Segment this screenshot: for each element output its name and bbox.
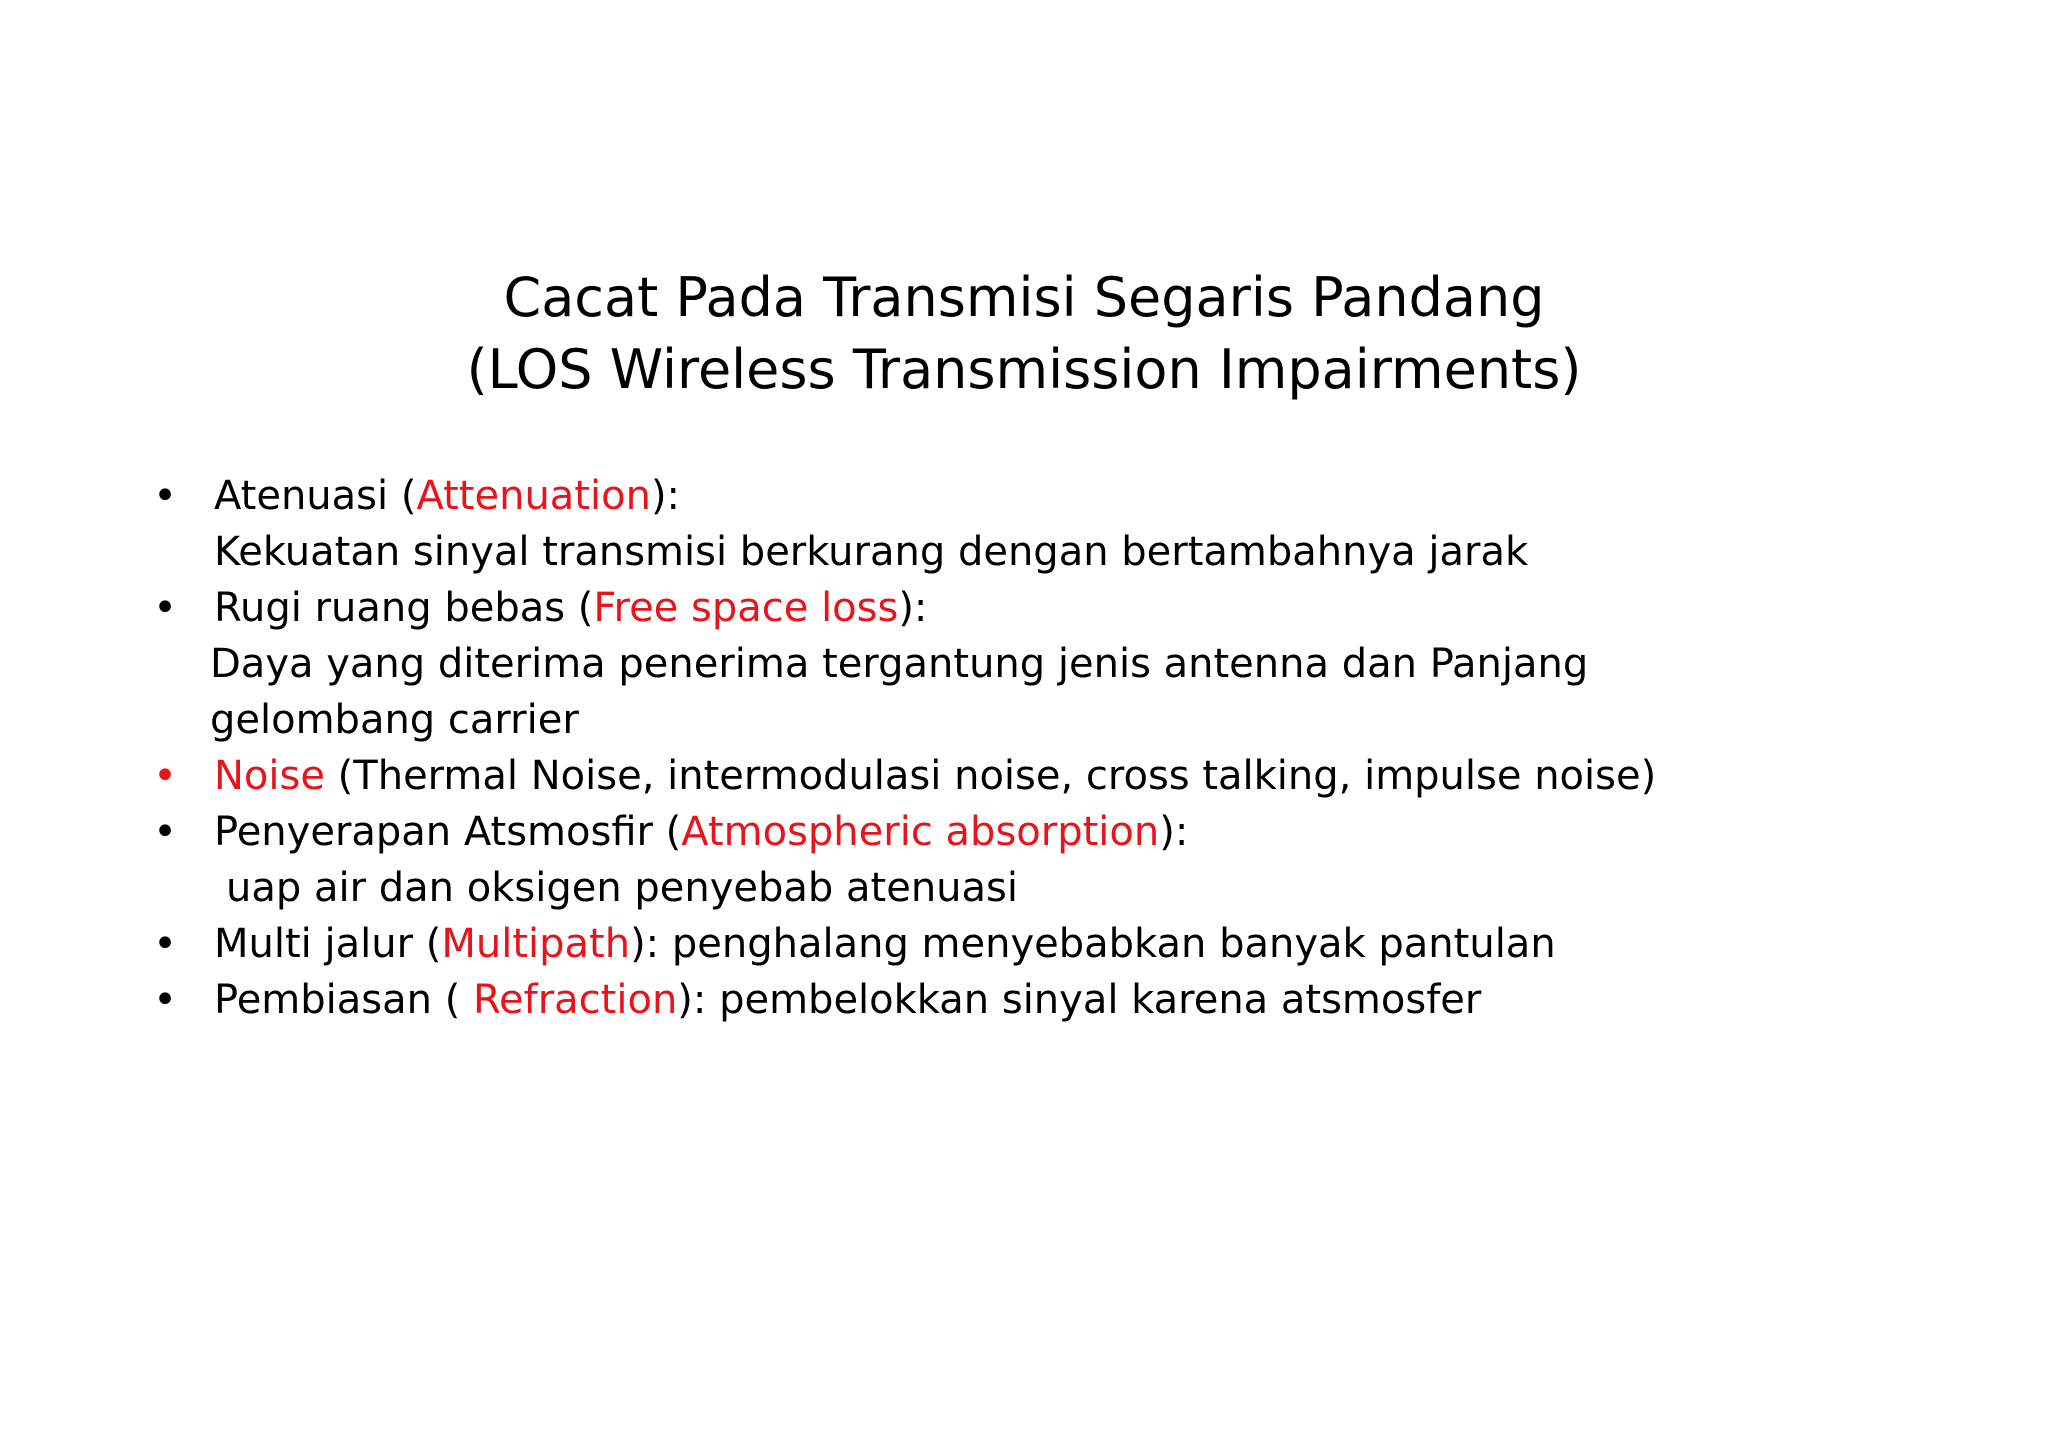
item-suffix: ): penghalang menyebabkan banyak pantulan bbox=[630, 921, 1556, 967]
item-term: Multipath bbox=[441, 921, 631, 967]
bullet-dot: • bbox=[153, 473, 177, 519]
item-term: Free space loss bbox=[593, 585, 899, 631]
list-item-free-space-loss bbox=[150, 580, 2030, 636]
slide-title bbox=[0, 262, 2048, 406]
list-item-atmospheric-absorption bbox=[150, 804, 2030, 860]
list-item-noise bbox=[150, 748, 2030, 804]
item-term: Atmospheric absorption bbox=[681, 809, 1160, 855]
item-description: gelombang carrier bbox=[210, 697, 579, 743]
bullet-list bbox=[150, 468, 2030, 1028]
item-prefix: Multi jalur ( bbox=[214, 921, 442, 967]
item-suffix: (Thermal Noise, intermodulasi noise, cross talking, impulse noise) bbox=[324, 753, 1657, 799]
list-item-multipath bbox=[150, 916, 2030, 972]
item-description: uap air dan oksigen penyebab atenuasi bbox=[226, 865, 1018, 911]
item-term: Refraction bbox=[473, 977, 678, 1023]
item-description: Kekuatan sinyal transmisi berkurang dengan bertambahnya jarak bbox=[214, 529, 1529, 575]
item-suffix: ): pembelokkan sinyal karena atsmosfer bbox=[677, 977, 1482, 1023]
item-suffix: ): bbox=[898, 585, 928, 631]
bullet-dot: • bbox=[153, 753, 177, 799]
item-prefix: Pembiasan ( bbox=[214, 977, 474, 1023]
item-prefix: Penyerapan Atsmosfir ( bbox=[214, 809, 682, 855]
item-term: Attenuation bbox=[416, 473, 651, 519]
item-description: Daya yang diterima penerima tergantung jenis antenna dan Panjang bbox=[210, 641, 1589, 687]
list-item-refraction bbox=[150, 972, 2030, 1028]
item-suffix: ): bbox=[1159, 809, 1189, 855]
list-item-attenuation bbox=[150, 468, 2030, 524]
title-line-1: Cacat Pada Transmisi Segaris Pandang bbox=[503, 266, 1545, 329]
item-prefix: Rugi ruang bebas ( bbox=[214, 585, 594, 631]
item-term: Noise bbox=[214, 753, 325, 799]
title-line-2: (LOS Wireless Transmission Impairments) bbox=[466, 338, 1582, 401]
item-prefix: Atenuasi ( bbox=[214, 473, 417, 519]
bullet-dot: • bbox=[153, 585, 177, 631]
bullet-dot: • bbox=[153, 921, 177, 967]
item-suffix: ): bbox=[650, 473, 681, 519]
bullet-dot: • bbox=[153, 809, 177, 855]
bullet-dot: • bbox=[153, 977, 177, 1023]
